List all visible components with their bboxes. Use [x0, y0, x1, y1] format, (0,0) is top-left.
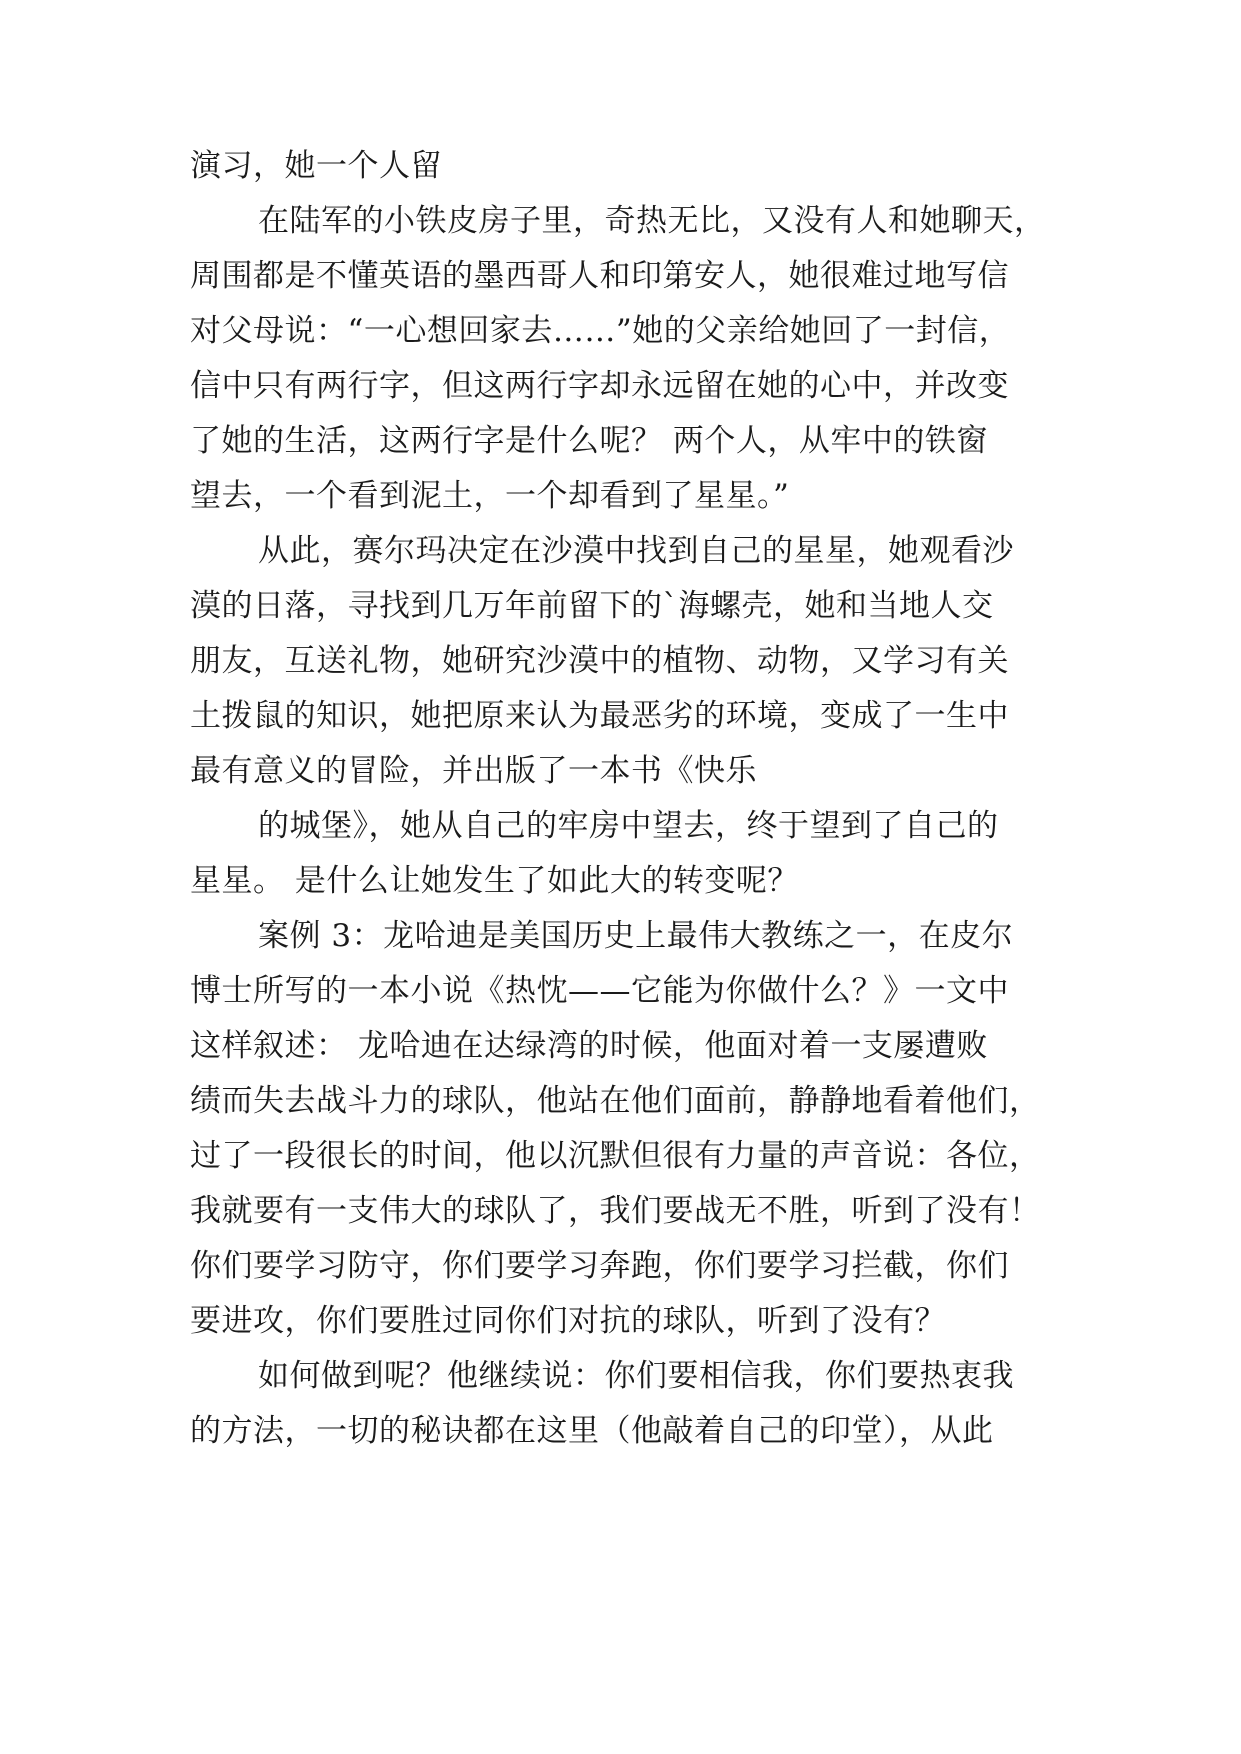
- text-line: [0, 1403, 1241, 1459]
- text-line-content: 对父母说：“一心想回家去……”她的父亲给她回了一封信，: [190, 313, 1011, 349]
- paragraph-first-line: [0, 193, 1241, 249]
- text-line-content: 周围都是不懂英语的墨西哥人和印第安人，她很难过地写信: [190, 258, 1009, 294]
- text-line: [0, 743, 1241, 799]
- text-line: [0, 1128, 1241, 1184]
- text-line-content: 的方法，一切的秘诀都在这里（他敲着自己的印堂），从此: [190, 1413, 994, 1449]
- text-line: [0, 248, 1241, 304]
- text-line-content: 我就要有一支伟大的球队了，我们要战无不胜，听到了没有！: [190, 1193, 1041, 1229]
- text-line: [0, 963, 1241, 1019]
- text-line-content: 星星。 是什么让她发生了如此大的转变呢？: [190, 863, 799, 899]
- text-line: [0, 358, 1241, 414]
- text-line-content: 朋友，互送礼物，她研究沙漠中的植物、动物，又学习有关: [190, 643, 1009, 679]
- text-line-content: 最有意义的冒险，并出版了一本书《快乐: [190, 753, 757, 789]
- paragraph-first-line: [0, 908, 1241, 964]
- text-line: [0, 1018, 1241, 1074]
- text-line: [0, 688, 1241, 744]
- text-line-content: 的城堡》，她从自己的牢房中望去，终于望到了自己的: [258, 808, 999, 844]
- text-line: [0, 633, 1241, 689]
- text-line-content: 漠的日落，寻找到几万年前留下的`海螺壳，她和当地人交: [190, 588, 994, 624]
- text-line: [0, 413, 1241, 469]
- paragraph-first-line: [0, 798, 1241, 854]
- text-line-content: 绩而失去战斗力的球队，他站在他们面前，静静地看着他们，: [190, 1083, 1041, 1119]
- text-line-content: 要进攻，你们要胜过同你们对抗的球队，听到了没有？: [190, 1303, 946, 1339]
- text-line-content: 博士所写的一本小说《热忱——它能为你做什么？》一文中: [190, 973, 1009, 1009]
- text-line-content: 从此，赛尔玛决定在沙漠中找到自己的星星，她观看沙: [258, 533, 1014, 569]
- text-line-content: 土拨鼠的知识，她把原来认为最恶劣的环境，变成了一生中: [190, 698, 1009, 734]
- text-line: [0, 138, 1241, 194]
- text-line: [0, 1183, 1241, 1239]
- text-line: [0, 1293, 1241, 1349]
- paragraph-first-line: [0, 1348, 1241, 1404]
- text-line: [0, 578, 1241, 634]
- text-line-content: 案例 3：龙哈迪是美国历史上最伟大教练之一，在皮尔: [258, 918, 1014, 954]
- text-line: [0, 303, 1241, 359]
- text-line-content: 了她的生活，这两行字是什么呢？ 两个人，从牢中的铁窗: [190, 423, 988, 459]
- text-line: [0, 1238, 1241, 1294]
- text-line-content: 演习，她一个人留: [190, 148, 442, 184]
- text-line-content: 过了一段很长的时间，他以沉默但很有力量的声音说：各位，: [190, 1138, 1041, 1174]
- text-line-content: 在陆军的小铁皮房子里，奇热无比，又没有人和她聊天，: [258, 203, 1046, 239]
- text-line: [0, 1073, 1241, 1129]
- text-line-content: 信中只有两行字，但这两行字却永远留在她的心中，并改变: [190, 368, 1009, 404]
- text-line-content: 你们要学习防守，你们要学习奔跑，你们要学习拦截，你们: [190, 1248, 1009, 1284]
- text-line-content: 这样叙述： 龙哈迪在达绿湾的时候，他面对着一支屡遭败: [190, 1028, 988, 1064]
- text-line: [0, 468, 1241, 524]
- text-line-content: 望去，一个看到泥土，一个却看到了星星。”: [190, 478, 790, 514]
- text-line: [0, 853, 1241, 909]
- text-line-content: 如何做到呢？他继续说：你们要相信我，你们要热衷我: [258, 1358, 1014, 1394]
- paragraph-first-line: [0, 523, 1241, 579]
